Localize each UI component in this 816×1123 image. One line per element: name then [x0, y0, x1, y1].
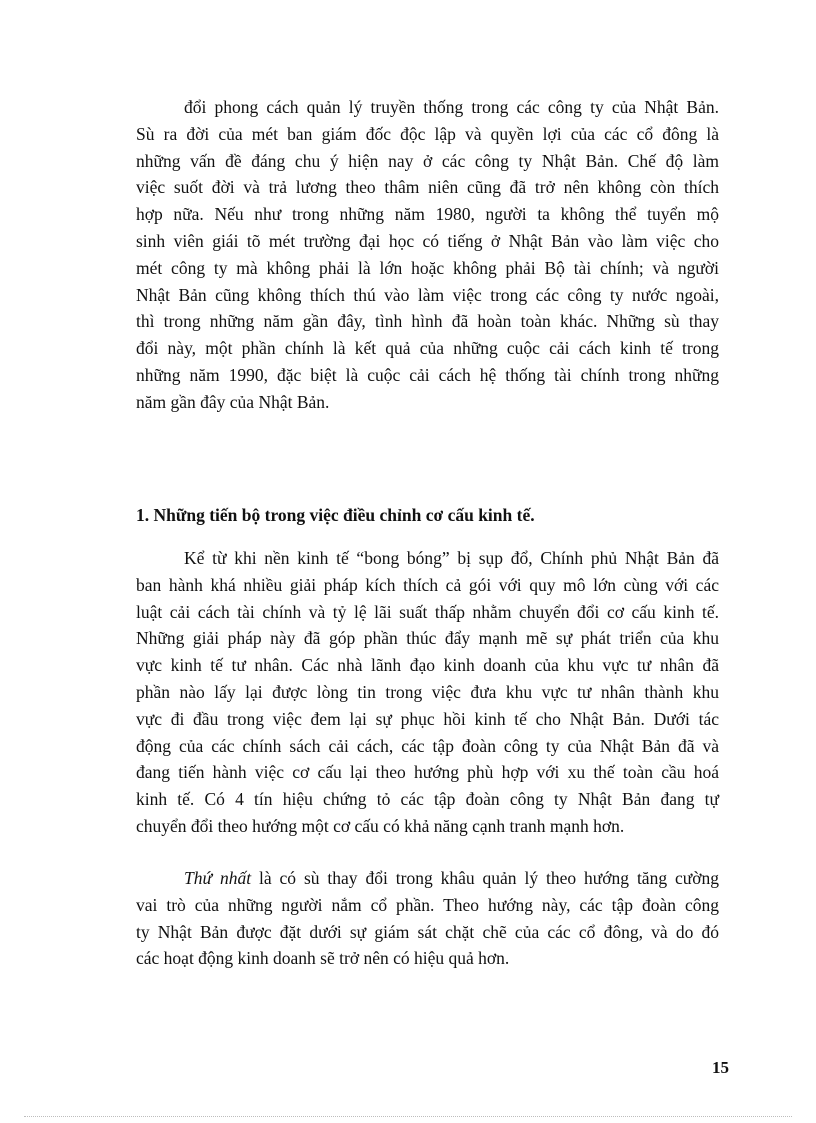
- text-line: thì trong những năm gần đây, tình hình đã hoàn toàn khác. Những sù thay: [136, 311, 719, 332]
- text-line: hợp nữa. Nếu như trong những năm 1980, người ta không thể tuyển mộ: [136, 204, 719, 225]
- text-line: việc suốt đời và trả lương theo thâm niên cũng đã trở nên không còn thích: [136, 177, 719, 198]
- page-number: 15: [712, 1058, 729, 1077]
- lead-italic-term: Thứ nhất: [184, 868, 252, 888]
- text-line: chuyển đổi theo hướng một cơ cấu có khả năng cạnh tranh mạnh hơn.: [136, 815, 625, 836]
- text-line: mét công ty mà không phải là lớn hoặc không phải Bộ tài chính; và người: [136, 257, 719, 278]
- text-line: Nhật Bản cũng không thích thú vào làm việc trong các công ty nước ngoài,: [136, 284, 719, 305]
- text-segment: là có sù thay đổi trong khâu quản lý theo hướng tăng cường: [251, 868, 719, 888]
- text-line: những vấn đề đáng chu ý hiện nay ở các công ty Nhật Bản. Chế độ làm: [136, 150, 719, 171]
- text-line: vai trò của những người nắm cổ phần. Theo hướng này, các tập đoàn công: [136, 894, 719, 915]
- text-line: những năm 1990, đặc biệt là cuộc cải cách hệ thống tài chính trong những: [136, 364, 719, 385]
- text-line: ty Nhật Bản được đặt dưới sự giám sát chặt chẽ của các cổ đông, và do đó: [136, 921, 719, 942]
- text-line: đang tiến hành việc cơ cấu lại theo hướng phù hợp với xu thế toàn cầu hoá: [136, 762, 719, 783]
- text-line: các hoạt động kinh doanh sẽ trở nên có hiệu quả hơn.: [136, 948, 510, 969]
- text-line: năm gần đây của Nhật Bản.: [136, 391, 330, 412]
- text-line: [136, 865, 719, 892]
- text-line: đổi phong cách quản lý truyền thống trong các công ty của Nhật Bản.: [184, 97, 719, 117]
- text-line: động của các chính sách cải cách, các tập đoàn công ty của Nhật Bản đã và: [136, 735, 719, 756]
- text-line: vực đi đầu trong việc đem lại sự phục hồi kinh tế cho Nhật Bản. Dưới tác: [136, 708, 719, 729]
- text-line: kinh tế. Có 4 tín hiệu chứng tỏ các tập đoàn công ty Nhật Bản đang tự: [136, 789, 719, 810]
- page-bottom-divider: [24, 1116, 792, 1117]
- text-line: Những giải pháp này đã góp phần thúc đẩy mạnh mẽ sự phát triển của khu: [136, 628, 719, 649]
- text-line: sinh viên giái tõ mét trường đại học có tiếng ở Nhật Bản vào làm việc cho: [136, 230, 719, 251]
- text-line: Sù ra đời của mét ban giám đốc độc lập và quyền lợi của các cổ đông là: [136, 123, 719, 144]
- text-line: Kể từ khi nền kinh tế “bong bóng” bị sụp đổ, Chính phủ Nhật Bản đã: [184, 548, 719, 568]
- section-heading: 1. Những tiến bộ trong việc điều chỉnh cơ cấu kinh tế.: [136, 505, 535, 525]
- paragraph-continued: [136, 94, 719, 416]
- text-line: ban hành khá nhiều giải pháp kích thích cả gói với quy mô lớn cùng với các: [136, 574, 719, 595]
- paragraph-first-signal: [136, 865, 719, 972]
- text-line: phần nào lấy lại được lòng tin trong việc đưa khu vực tư nhân thành khu: [136, 681, 719, 702]
- text-line: luật cải cách tài chính và tỷ lệ lãi suất thấp nhằm chuyển đổi cơ cấu kinh tế.: [136, 601, 719, 622]
- text-line: đổi này, một phần chính là kết quả của những cuộc cải cách kinh tế trong: [136, 338, 719, 359]
- text-line: vực kinh tế tư nhân. Các nhà lãnh đạo kinh doanh của khu vực tư nhân đã: [136, 655, 719, 676]
- paragraph-reforms: [136, 545, 719, 840]
